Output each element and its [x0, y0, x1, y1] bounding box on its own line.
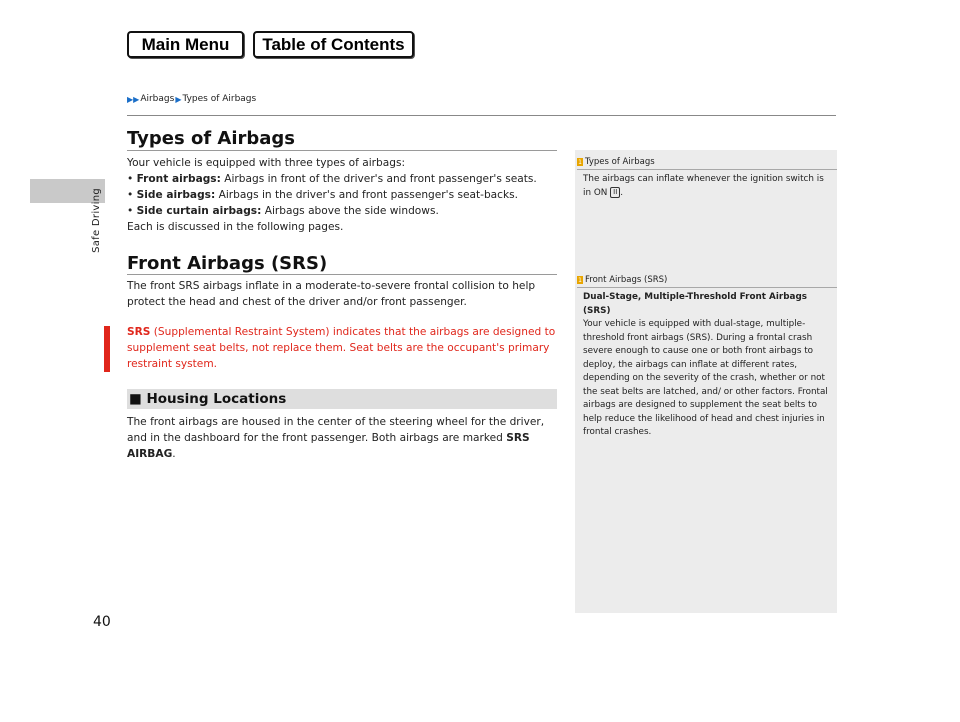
srs-term: SRS	[127, 326, 151, 338]
breadcrumb-item-airbags[interactable]: Airbags	[140, 94, 175, 104]
note-number-icon: 1	[578, 276, 582, 284]
title-rule	[127, 150, 557, 151]
bullet-term: Front airbags:	[136, 173, 221, 185]
section-label: Safe Driving	[91, 188, 102, 253]
bullet-term: Side curtain airbags:	[136, 205, 262, 217]
note-text: The airbags can inflate whenever the ignition switch is in ON	[583, 174, 824, 198]
breadcrumb-item-types-of-airbags[interactable]: Types of Airbags	[182, 94, 257, 104]
note-subtitle: Dual-Stage, Multiple-Threshold Front Airbags (SRS)	[583, 292, 807, 316]
srs-airbag-mark: SRS AIRBAG	[127, 432, 530, 460]
note-number-icon: 1	[578, 158, 582, 166]
types-content	[127, 155, 559, 235]
main-menu-button[interactable]: Main Menu	[127, 31, 244, 58]
page-number: 40	[93, 614, 111, 630]
note-text: Your vehicle is equipped with dual-stage, multiple-threshold front airbags (SRS). During a frontal crash severe enough to cause one or both front airbags to deploy, the airbags can inflate at different rates, depending on the severity of the crash, whether or not the seat belts are latched, and/ or other factors. Frontal airbags are designed to supplement the seat belts to help reduce the likelihood of head and chest injuries in frontal crashes.	[583, 319, 828, 437]
housing-locations-heading: ■ Housing Locations	[127, 389, 557, 409]
note-title[interactable]: Front Airbags (SRS)	[585, 275, 668, 285]
bullet-item: • Side airbags: Airbags in the driver's and front passenger's seat-backs.	[127, 189, 519, 201]
bullet-text: Airbags in the driver's and front passenger's seat-backs.	[215, 189, 519, 201]
note-body-types	[583, 173, 831, 200]
note-rule	[577, 287, 837, 288]
bullet-text: Airbags above the side windows.	[261, 205, 439, 217]
bullet-text: Airbags in front of the driver's and front passenger's seats.	[220, 173, 537, 185]
types-intro: Your vehicle is equipped with three types of airbags:	[127, 157, 406, 169]
breadcrumb	[127, 94, 256, 104]
title-rule	[127, 274, 557, 275]
housing-end: .	[172, 448, 176, 460]
breadcrumb-arrow-icon: ▶	[175, 94, 182, 104]
note-heading-front-airbags	[577, 275, 667, 285]
bullet-term: Side airbags:	[136, 189, 216, 201]
note-heading-types	[577, 157, 655, 167]
note-rule	[577, 169, 837, 170]
bullet-item: • Side curtain airbags: Airbags above the side windows.	[127, 205, 439, 217]
breadcrumb-arrow-icon: ▶▶	[127, 94, 140, 104]
types-outro: Each is discussed in the following pages.	[127, 221, 344, 233]
note-end: .	[620, 187, 624, 198]
section-title-types: Types of Airbags	[127, 128, 296, 149]
section-marker	[104, 326, 110, 372]
section-title-front-airbags: Front Airbags (SRS)	[127, 253, 328, 274]
front-airbags-paragraph: The front SRS airbags inflate in a moderate-to-severe frontal collision to help protect the head and chest of the driver and/or front passenger.	[127, 280, 536, 308]
header-rule	[127, 115, 836, 116]
srs-definition	[127, 324, 559, 372]
note-body-front-airbags	[583, 291, 831, 440]
srs-text: (Supplemental Restraint System) indicates that the airbags are designed to supplement seat belts, not replace them. Seat belts are the occupant's primary restraint system.	[127, 326, 556, 370]
housing-text: The front airbags are housed in the center of the steering wheel for the driver, and in the dashboard for the front passenger. Both airbags are marked	[127, 416, 545, 444]
ignition-on-key-icon: II	[610, 187, 620, 198]
table-of-contents-button[interactable]: Table of Contents	[253, 31, 414, 58]
bullet-item: • Front airbags: Airbags in front of the driver's and front passenger's seats.	[127, 173, 537, 185]
housing-paragraph	[127, 414, 559, 462]
note-title[interactable]: Types of Airbags	[585, 157, 655, 167]
